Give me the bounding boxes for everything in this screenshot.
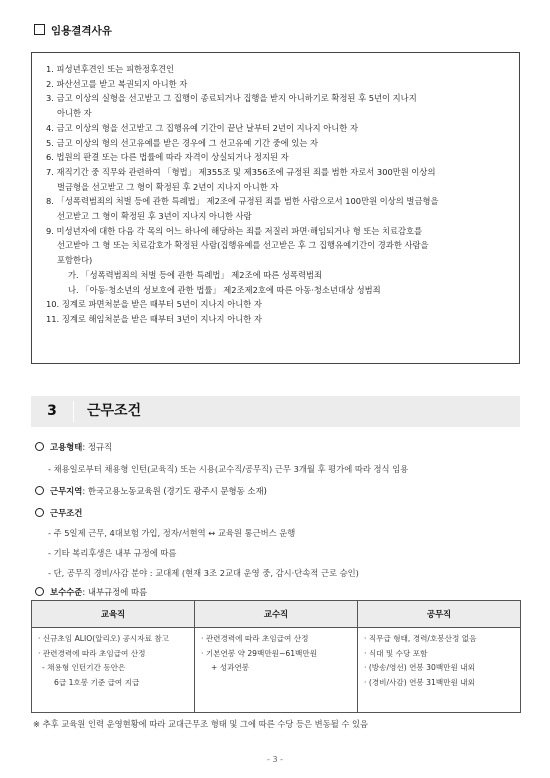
page-number: - 3 - <box>267 755 283 764</box>
disqualification-item: 9. 미성년자에 대한 다음 각 목의 어느 하나에 해당하는 죄를 저질러 파면·해임되거나 형 또는 치료감호를 <box>46 225 423 236</box>
section-number: 3 <box>47 403 57 419</box>
pay-cell-education <box>32 628 195 713</box>
circle-bullet-icon <box>35 486 44 495</box>
work-location-label: 근무지역 <box>50 486 83 496</box>
work-location-row <box>35 485 267 497</box>
disqualification-item: 8. 「성폭력범죄의 처벌 등에 관한 특례법」 제2조에 규정된 죄를 범한 사람으로서 100만원 이상의 벌금형을 <box>46 196 439 207</box>
disqualification-item: 1. 피성년후견인 또는 피한정후견인 <box>46 64 175 74</box>
section-title: 근무조건 <box>87 403 142 419</box>
employment-type-value: : 정규직 <box>82 442 113 452</box>
disqualification-item: 4. 금고 이상의 형을 선고받고 그 집행유예 기간이 끝난 날부터 2년이 지나지 아니한 자 <box>46 122 358 133</box>
circle-bullet-icon <box>35 587 44 596</box>
disqualification-item-continued: 선고받고 그 형이 확정된 후 3년이 지나지 아니한 사람 <box>57 211 252 222</box>
disqualification-item: 2. 파산선고를 받고 복권되지 아니한 자 <box>46 78 188 89</box>
section-divider <box>73 401 74 422</box>
pay-line: · 식대 및 수당 포함 <box>364 648 428 658</box>
footnote: ※ 추후 교육원 인력 운영현황에 따라 교대근무조 형태 및 그에 따른 수당 등은 변동될 수 있음 <box>33 719 369 729</box>
work-condition-detail: - 주 5일제 근무, 4대보험 가입, 정자/서현역 ↔ 교육원 통근버스 운행 <box>48 528 296 538</box>
disqualification-item: 6. 법원의 판결 또는 다른 법률에 따라 자격이 상실되거나 정지된 자 <box>46 152 289 163</box>
pay-cell-public-service <box>358 628 521 713</box>
disqualification-subitem: 가. 「성폭력범죄의 처벌 등에 관한 특례법」 제2조에 따른 성폭력범죄 <box>68 269 322 280</box>
section-heading-disqualification <box>34 23 112 38</box>
employment-type-detail: - 채용일로부터 채용형 인턴(교육직) 또는 시용(교수직/공무직) 근무 3개월 후 평가에 따라 정식 임용 <box>48 464 409 474</box>
section-heading-text: 임용결격사유 <box>51 25 112 37</box>
disqualification-item-continued: 포함한다) <box>57 255 93 266</box>
pay-table <box>31 600 521 713</box>
employment-type-label: 고용형태 <box>50 442 83 452</box>
pay-cell-professor <box>195 628 358 713</box>
disqualification-item-continued: 아니한 자 <box>57 108 92 119</box>
pay-line: · 관련경력에 따라 초임급여 산정 <box>38 648 146 658</box>
employment-type-row <box>35 441 112 453</box>
disqualification-item: 7. 재직기간 중 직무와 관련하여 「형법」 제355조 및 제356조에 규정된 죄를 범한 자로서 300만원 이상의 <box>46 166 436 177</box>
pay-line: · 신규초임 ALIO(알리오) 공시자료 참고 <box>38 634 169 643</box>
pay-table-header-row <box>32 601 521 628</box>
disqualification-item: 11. 징계로 해임처분을 받은 때부터 3년이 지나지 아니한 자 <box>46 313 262 324</box>
work-location-value: : 한국고용노동교육원 (경기도 광주시 문형동 소재) <box>82 486 267 496</box>
pay-line: · (방송/영선) 연봉 30백만원 내외 <box>364 663 475 672</box>
disqualification-item-continued: 벌금형을 선고받고 그 형이 확정된 후 2년이 지나지 아니한 자 <box>57 181 279 192</box>
pay-table-row <box>32 628 521 713</box>
circle-bullet-icon <box>35 508 44 517</box>
disqualification-item: 10. 징계로 파면처분을 받은 때부터 5년이 지나지 아니한 자 <box>46 299 262 310</box>
disqualification-list-box <box>31 52 520 364</box>
work-conditions-label: 근무조건 <box>50 508 83 518</box>
pay-table-header: 공무직 <box>358 601 521 628</box>
pay-table-header: 교수직 <box>195 601 358 628</box>
pay-line: 6급 1호봉 기준 급여 지급 <box>54 677 140 687</box>
pay-level-row <box>35 586 147 598</box>
pay-line: - 채용형 인턴기간 동안은 <box>42 663 126 672</box>
pay-level-label: 보수수준 <box>50 587 83 597</box>
pay-line: · (경비/사감) 연봉 31백만원 내외 <box>364 677 475 687</box>
section-title-bar <box>31 396 520 427</box>
work-conditions-row <box>35 507 82 519</box>
work-condition-detail: - 기타 복리후생은 내부 규정에 따름 <box>48 548 177 558</box>
disqualification-item: 5. 금고 이상의 형의 선고유예를 받은 경우에 그 선고유예 기간 중에 있는 자 <box>46 137 318 148</box>
work-condition-detail: - 단, 공무직 경비/사감 분야 : 교대제 (현재 3조 2교대 운영 중, 감시·단속적 근로 승인) <box>48 568 359 578</box>
circle-bullet-icon <box>35 442 44 451</box>
disqualification-item-continued: 선고받아 그 형 또는 치료감호가 확정된 사람(집행유예를 선고받은 후 그 집행유예기간이 경과한 사람을 <box>57 240 429 251</box>
pay-table-header: 교육직 <box>32 601 195 628</box>
pay-level-value: : 내부규정에 따름 <box>82 587 148 597</box>
square-bullet-icon <box>34 24 45 35</box>
pay-line: · 관련경력에 따라 초임급여 산정 <box>201 634 309 643</box>
pay-line: + 성과연봉 <box>211 663 250 672</box>
pay-line: · 기본연봉 약 29백만원~61백만원 <box>201 648 318 658</box>
disqualification-item: 3. 금고 이상의 실형을 선고받고 그 집행이 종료되거나 집행을 받지 아니하기로 확정된 후 5년이 지나지 <box>46 93 417 104</box>
disqualification-subitem: 나. 「아동·청소년의 성보호에 관한 법률」 제2조제2호에 따른 아동·청소년대상 성범죄 <box>68 284 381 295</box>
pay-line: · 직무급 형태, 경력/호봉산정 없음 <box>364 634 477 643</box>
